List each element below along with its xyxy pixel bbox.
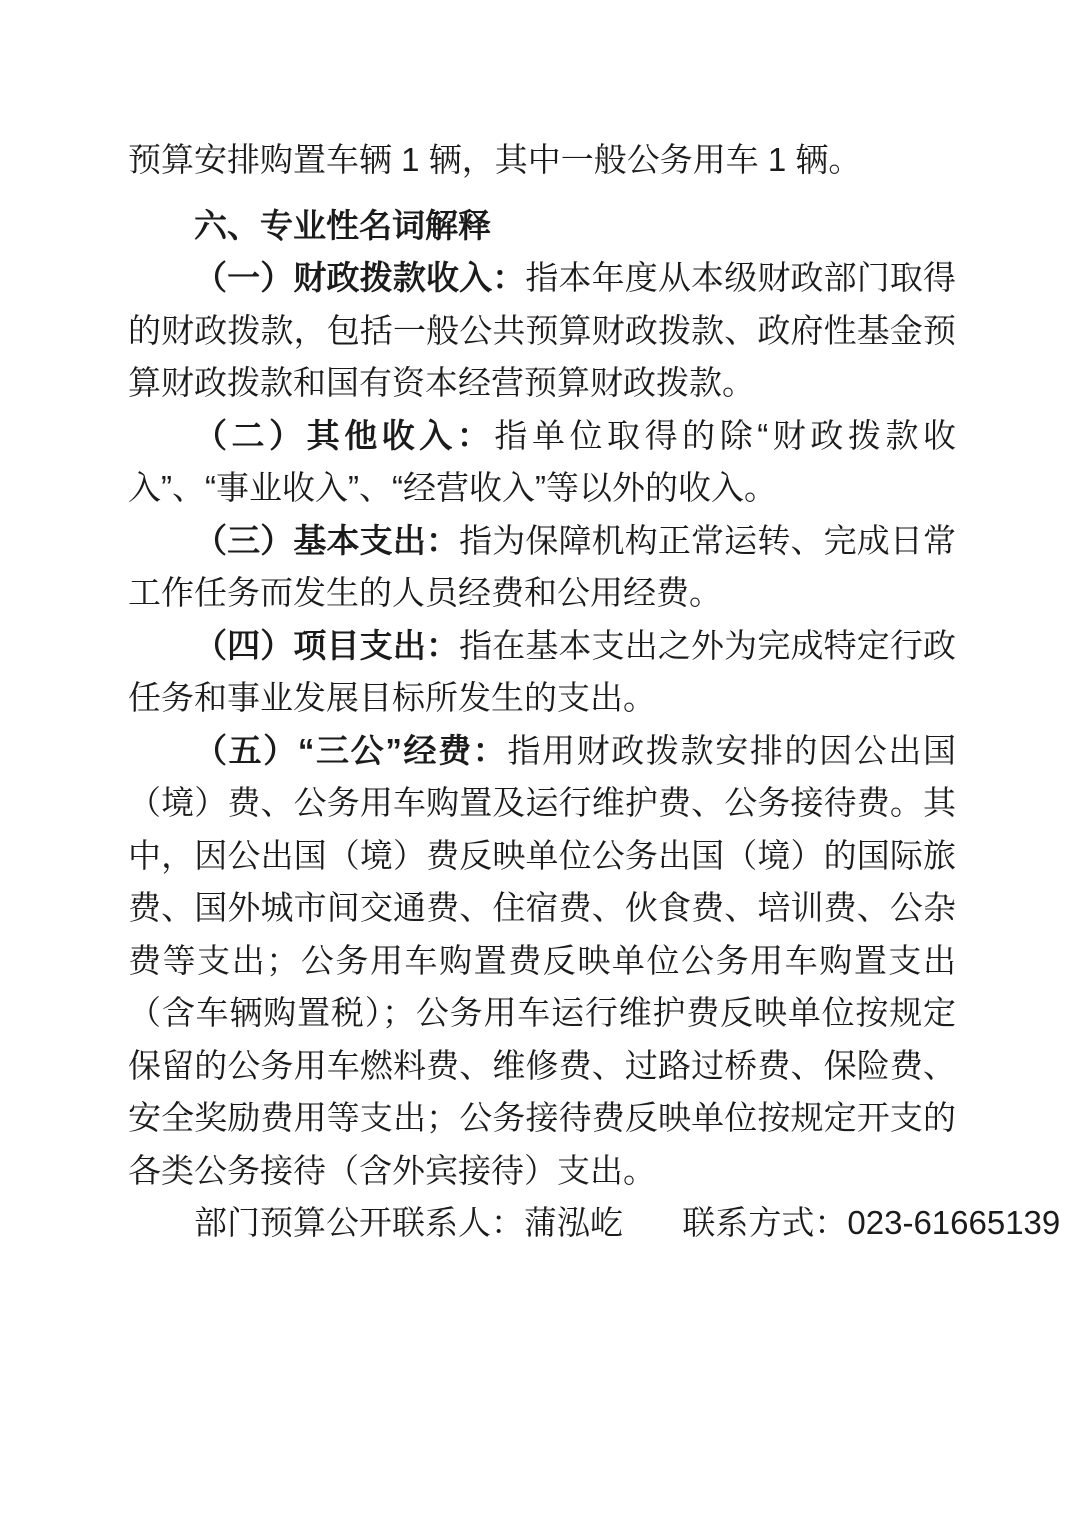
definition-text: 指本年度从本级财政部门取得的财政拨款，包括一般公共预算财政拨款、政府性基金预算财政拨款和国有资本经营预算财政拨款。 — [128, 259, 957, 401]
definition-text: 指用财政拨款安排的因公出国（境）费、公务用车购置及运行维护费、公务接待费。其中，因公出国（境）费反映单位公务出国（境）的国际旅费、国外城市间交通费、住宿费、伙食费、培训费、公杂费等支出；公务用车购置费反映单位公务用车购置支出（含车辆购置税）；公务用车运行维护费反映单位按规定保留的公务用车燃料费、维修费、过路过桥费、保险费、安全奖励费用等支出；公务接待费反映单位按规定开支的各类公务接待（含外宾接待）支出。 — [128, 731, 957, 1189]
definition-text: 指单位取得的除“财政拨款收入”、“事业收入”、“经营收入”等以外的收入。 — [128, 416, 956, 506]
definition-text: 指在基本支出之外为完成特定行政任务和事业发展目标所发生的支出。 — [128, 626, 957, 716]
definition-term: （二）其他收入： — [194, 416, 495, 454]
contact-name: 蒲泓屹 — [524, 1204, 623, 1241]
definition-paragraph-1 — [128, 252, 956, 410]
contact-label: 部门预算公开联系人： — [194, 1204, 524, 1241]
definition-text: 指为保障机构正常运转、完成日常工作任务而发生的人员经费和公用经费。 — [128, 521, 957, 611]
definition-term: （四）项目支出： — [194, 626, 460, 664]
intro-paragraph: 预算安排购置车辆 1 辆，其中一般公务用车 1 辆。 — [128, 141, 862, 178]
definition-paragraph-5 — [128, 725, 956, 1198]
definition-term: （三）基本支出： — [194, 521, 460, 559]
contact-line — [128, 1197, 1061, 1250]
phone-label: 联系方式： — [682, 1204, 848, 1241]
section-heading: 六、专业性名词解释 — [194, 206, 491, 244]
definition-paragraph-2 — [128, 410, 956, 515]
phone-number: 023-61665139 — [847, 1204, 1061, 1241]
definition-paragraph-3 — [128, 515, 956, 620]
definition-paragraph-4 — [128, 620, 956, 725]
definition-term: （一）财政拨款收入： — [194, 259, 526, 296]
definition-term: （五）“三公”经费： — [194, 731, 508, 769]
